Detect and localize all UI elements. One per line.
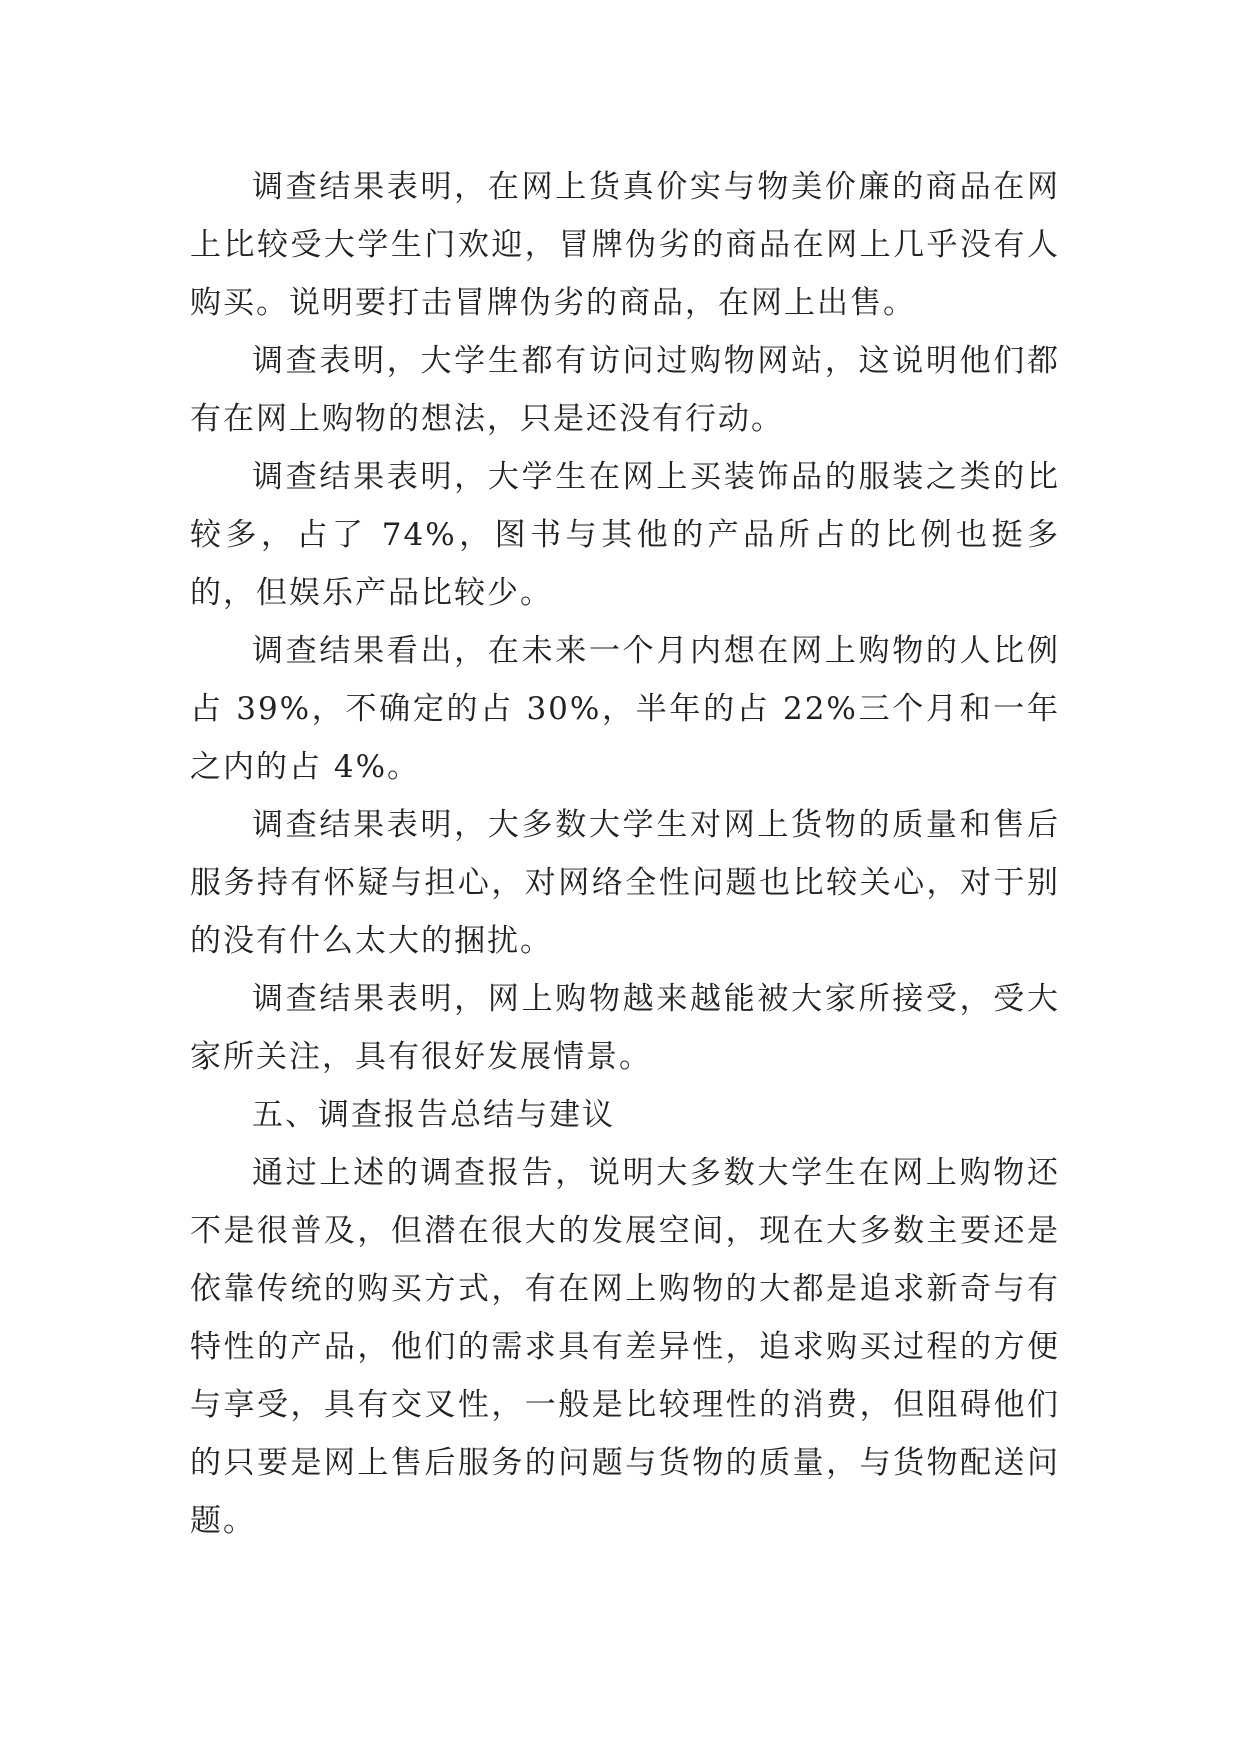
section-heading-summary: 五、调查报告总结与建议	[252, 1097, 615, 1133]
document-body	[190, 158, 1060, 1550]
paragraph-survey-result-quality-goods: 调查结果表明，在网上货真价实与物美价廉的商品在网上比较受大学生门欢迎，冒牌伪劣的商品在网上几乎没有人购买。说明要打击冒牌伪劣的商品，在网上出售。	[190, 169, 1060, 321]
paragraph-survey-acceptance: 调查结果表明，网上购物越来越能被大家所接受，受大家所关注，具有很好发展情景。	[190, 981, 1060, 1075]
paragraph-survey-purchase-categories: 调查结果表明，大学生在网上买装饰品的服装之类的比较多，占了 74%，图书与其他的产品所占的比例也挺多的，但娱乐产品比较少。	[190, 459, 1060, 611]
paragraph-survey-concerns: 调查结果表明，大多数大学生对网上货物的质量和售后服务持有怀疑与担心，对网络全性问题也比较关心，对于别的没有什么太大的捆扰。	[190, 807, 1060, 959]
paragraph-survey-visited-sites: 调查表明，大学生都有访问过购物网站，这说明他们都有在网上购物的想法，只是还没有行动。	[190, 343, 1060, 437]
paragraph-summary-suggestions: 通过上述的调查报告，说明大多数大学生在网上购物还不是很普及，但潜在很大的发展空间，现在大多数主要还是依靠传统的购买方式，有在网上购物的大都是追求新奇与有特性的产品，他们的需求具有差异性，追求购买过程的方便与享受，具有交叉性，一般是比较理性的消费，但阻碍他们的只要是网上售后服务的问题与货物的质量，与货物配送问题。	[190, 1155, 1060, 1539]
paragraph-survey-purchase-timeframe: 调查结果看出，在未来一个月内想在网上购物的人比例占 39%，不确定的占 30%，半年的占 22%三个月和一年之内的占 4%。	[190, 633, 1060, 785]
